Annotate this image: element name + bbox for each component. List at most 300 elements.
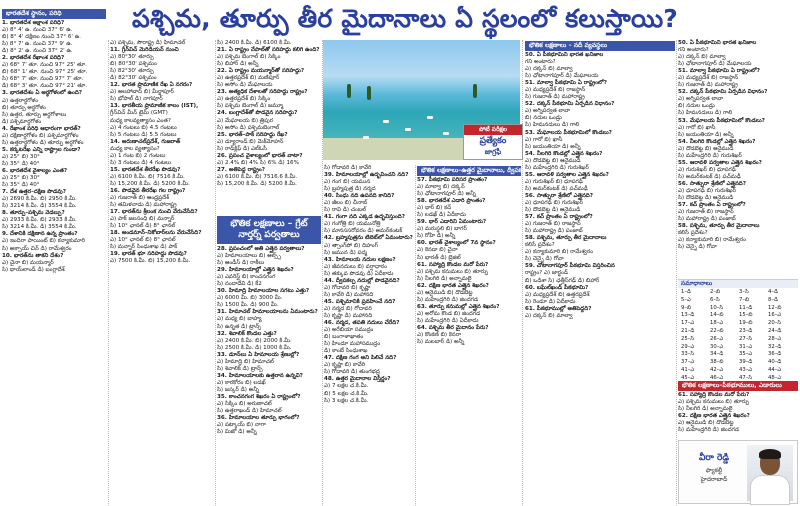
question-text: 19. భారత్ భూ సరిహద్దు పొడవు? bbox=[110, 251, 187, 258]
option-text: బి) తూర్పు అర్ధగోళం bbox=[2, 104, 46, 111]
option-text: ఎ) గురుశిఖర్ బి) ధూపగఢ్ bbox=[525, 178, 583, 185]
option-text: ఎ) అగ్నిపర్వత లావా bbox=[525, 108, 571, 115]
answer-item: 6–సి bbox=[710, 296, 720, 303]
option-text: ఎ) హిమాలయాలు బి) ఆల్ప్స్ bbox=[217, 253, 282, 260]
option-text: ఎ) పశ్చిమ కనుమలు బి) తూర్పు bbox=[417, 268, 489, 275]
question-column-8-list bbox=[678, 392, 798, 434]
option-text: సి) రెండూ డి) ఏదీకాదు bbox=[525, 298, 576, 305]
option-text: ఎ) దక్కన్ బి) మాల్వా bbox=[678, 54, 726, 61]
boat-shape bbox=[383, 120, 389, 123]
question-text: 12. భారత ప్రామాణిక రేఖ ఏ నగరం? bbox=[110, 82, 193, 89]
option-text: ఎ) గుజరాత్ బి) రాజస్థాన్ bbox=[525, 221, 581, 228]
option-text: సి) ఉత్తర, తూర్పు అర్ధగోళాలు bbox=[2, 111, 67, 118]
option-text: ఎ) గోదావరి బి) కృష్ణా bbox=[324, 284, 371, 291]
option-text: సి) గుజరాత్ డి) మహారాష్ట్ర bbox=[678, 82, 738, 89]
answer-item: 32–డి bbox=[768, 343, 782, 350]
question-text: 34. హిమాలయాలకు ఉత్తరాన ఉన్నవి? bbox=[217, 372, 303, 379]
question-column-5-list bbox=[417, 177, 521, 346]
option-text: సి) 3 లక్షల చ.కి.మీ. bbox=[324, 397, 369, 404]
option-text: సి) 10° ఛానల్ డి) 8° ఛానల్ bbox=[110, 223, 176, 230]
option-text: సి) అక్సాయ్ చిన్ డి) రామేశ్వరం bbox=[2, 245, 72, 252]
option-text: సి) 15,200 కి.మీ. డి) 5200 కి.మీ. bbox=[217, 180, 297, 187]
question-text: 44. ద్వీపకల్ప నదుల్లో పొడవైనది? bbox=[324, 277, 400, 284]
answer-item: 40–డి bbox=[768, 359, 782, 366]
answer-item: 4–డి bbox=[768, 289, 778, 295]
option-text: సి) కావేరి డి) మహానది bbox=[324, 291, 374, 298]
question-text: 27. అతిపెద్ద రాష్ట్రం? bbox=[217, 166, 265, 173]
option-text: సి) 2400 కి.మీ. డి) 6100 కి.మీ. bbox=[217, 40, 292, 46]
palm-tree-shape bbox=[473, 84, 477, 98]
author-role: ఫ్యాకల్టీ bbox=[705, 467, 723, 474]
question-text: 33. డూన్‌లు ఏ హిమాలయ శ్రేణుల్లో? bbox=[217, 351, 300, 358]
option-text: ఎ) ధూపగఢ్ బి) గురుశిఖర్ bbox=[678, 187, 736, 194]
option-text: డి) కాంబే సింధుశాఖ bbox=[324, 348, 368, 355]
question-text: 61. పీఠభూముల్లో అతిపెద్దది? bbox=[525, 305, 592, 312]
option-text: సి) హిందూ మహాసముద్రం bbox=[324, 341, 381, 348]
option-text: ఎ) సిక్కిం బి) అరుణాచల్ bbox=[217, 401, 272, 408]
answer-item: 25–సి bbox=[681, 335, 695, 342]
option-text: సి) దొడబెట్ట డి) ఆనైముడి bbox=[525, 207, 581, 214]
question-text: 57. కచ్ ప్రాంతం ఏ రాష్ట్రంలో? bbox=[525, 214, 593, 221]
question-text: 40. సింధు నది ఉపనది కానిది? bbox=[324, 193, 395, 200]
answer-item: 3–సి bbox=[739, 289, 749, 295]
option-text: ఎ) మరుస్థలి బి) బాగర్ bbox=[417, 226, 467, 233]
option-text: ఎ) గంగ బి) యమున bbox=[324, 179, 371, 186]
column-divider bbox=[415, 165, 416, 506]
option-text: సి) అమర్‌కంటక్ డి) పచ్‌మఢీ bbox=[678, 173, 741, 180]
answer-item: 22–బి bbox=[710, 327, 724, 334]
question-text: 60. బఘేల్‌ఖండ్ పీఠభూమి? bbox=[525, 284, 589, 291]
option-text: ఎ) 25° బి) 30° bbox=[2, 175, 40, 182]
answer-item: 33–సి bbox=[681, 351, 695, 358]
option-text: మధ్య కాలవ్యత్యాసం ఎంత? bbox=[110, 117, 171, 124]
option-text: సి) 68° 7' తూ. నుంచి 97° 7' తూ. bbox=[2, 76, 84, 83]
question-text: 54. నీలగిరి కొండల్లో ఎత్తైన శిఖరం? bbox=[678, 138, 756, 145]
answer-item: 10–సి bbox=[710, 304, 724, 311]
question-text: 28. ప్రపంచంలో అతి ఎత్తైన పర్వతాలు? bbox=[217, 246, 305, 252]
answer-item: 24–డి bbox=[768, 327, 782, 334]
section-heading-mountains: భౌతిక లక్షణాలు – గ్రేట్ నార్తర్న్ పర్వతాలు bbox=[217, 216, 321, 244]
option-text: సి) భోపాల్ డి) నాగపూర్ bbox=[110, 96, 163, 103]
column-divider bbox=[676, 40, 677, 506]
option-text: సి) ఆండీస్ డి) రాకీలు bbox=[217, 260, 265, 267]
question-text: 59. చోటానాగపూర్ పీఠభూమి విస్తరించిన bbox=[525, 263, 615, 270]
option-text: సి) 3 గంటలు డి) 4 గంటలు bbox=[110, 159, 172, 166]
option-text: ఎ) మేఘాలయ బి) త్రిపుర bbox=[217, 117, 274, 124]
answer-item: 39–డి bbox=[739, 359, 753, 366]
answers-title: సమాధానాలు bbox=[678, 280, 798, 288]
badge-line-3: జాగ్రఫీ bbox=[484, 148, 502, 156]
answer-item: 18–ఎ bbox=[710, 320, 724, 327]
answer-item: 34–డి bbox=[710, 351, 724, 358]
palm-tree-shape bbox=[367, 86, 371, 100]
answers-box bbox=[678, 279, 798, 381]
option-text: సి) రాడ్‌క్లిఫ్ డి) ఎల్ఓసీ bbox=[217, 145, 268, 152]
option-text: ఎ) 10° ఛానల్ బి) 8° ఛానల్ bbox=[110, 237, 176, 244]
question-text: 50. ఏ పీఠభూమిని భారత ఖనిజాల bbox=[678, 40, 757, 46]
option-text: కలిసే ప్రదేశం? bbox=[525, 242, 555, 249]
option-text: ఎ) జీవనదులు బి) వర్షాధారం bbox=[324, 263, 387, 270]
author-place: హైదరాబాద్ bbox=[700, 476, 728, 483]
option-text: సి) ఛోటానాగపూర్ డి) మేఘాలయ bbox=[678, 61, 752, 68]
option-text: సి) గుజరాత్ డి) మహారాష్ట్ర bbox=[525, 94, 585, 101]
option-text: సి) 8° 7' ఉ. నుంచి 37° 9' ఉ. bbox=[2, 41, 73, 48]
question-column-7 bbox=[678, 40, 798, 276]
option-text: సి) భారత్ డి) బ్రెజిల్ bbox=[417, 254, 461, 261]
answer-item: 21–డి bbox=[681, 327, 695, 334]
answer-item: 38–బి bbox=[710, 359, 724, 366]
option-text: సి) మలబార్ డి) అన్నీ bbox=[417, 339, 465, 346]
option-text: సి) మానససరోవరం డి) అమర్‌కంటక్ bbox=[324, 228, 403, 235]
option-text: ఎ) 2400 కి.మీ. బి) 2000 కి.మీ. bbox=[217, 337, 292, 344]
answer-item: 37–ఎ bbox=[681, 359, 695, 366]
option-text: ఎ) డ్యూరాండ్ బి) మెక్‌మోహన్ bbox=[217, 138, 284, 145]
question-text: 1. భారతదేశ అక్షాంశ పరిధి? bbox=[2, 20, 65, 26]
option-text: ఎ) దక్కన్ బి) మాల్వా bbox=[525, 66, 573, 73]
question-text: 61. సహ్యాద్రి కొండల మరో పేరు? bbox=[417, 261, 489, 268]
answer-item: 44–ఎ bbox=[768, 366, 782, 373]
option-text: మధ్య కాల వ్యత్యాసం? bbox=[110, 145, 160, 152]
option-text: సి) పశ్చిమ బెంగాల్ డి) జమ్మూ bbox=[217, 103, 284, 110]
option-text: ఎ) అలహాబాద్ బి) మీర్జాపూర్ bbox=[110, 89, 174, 96]
option-text: సి) తమిళనాడు డి) మహారాష్ట్ర bbox=[110, 202, 177, 209]
option-text: సి) 5 గంటలు డి) 5.5 గంటలు bbox=[110, 131, 177, 138]
answer-item: 1–డి bbox=[681, 289, 691, 295]
option-text: ఎ) గుజరాత్ బి) రాజస్థాన్ bbox=[678, 209, 734, 216]
option-text: బి) 8° 4' దక్షిణం నుంచి 37° 6' ఉ. bbox=[2, 34, 81, 41]
answer-item: 23–డి bbox=[739, 327, 753, 334]
option-text: ఎ) పశ్చిమ కనుమలు బి) తూర్పు bbox=[678, 399, 750, 406]
option-text: ఎ) ధూపగఢ్ బి) గురుశిఖర్ bbox=[525, 199, 583, 206]
option-text: ఎ) మాల్వా బి) దక్కన్ bbox=[417, 184, 465, 191]
option-text: సి) రావి డి) చంబల్ bbox=[324, 207, 367, 214]
section-heading-plateaus: భౌతిక లక్షణాలు–పీఠభూములు, ఎడారులు bbox=[678, 381, 798, 391]
option-text: ఎ) 68° 7' తూ. నుంచి 97° 25' తూ. bbox=[2, 62, 87, 69]
answer-item: 27–సి bbox=[739, 335, 753, 342]
option-text: ఎ) నర్మద బి) గోదావరి bbox=[324, 305, 372, 312]
column-divider bbox=[522, 40, 523, 506]
option-text: గని అంటారు? bbox=[525, 59, 556, 66]
question-text: 9. దేశానికి దక్షిణాన ఉన్న ప్రాంతం? bbox=[2, 231, 78, 238]
section-heading-location: భారతదేశ స్థానం, పరిధి bbox=[2, 9, 106, 19]
option-text: బి) 5 లక్షల చ.కి.మీ. bbox=[324, 390, 369, 397]
option-text: బి) 68° 1' తూ. నుంచి 97° 25' తూ. bbox=[2, 69, 88, 76]
question-text: 51. మాల్వా పీఠభూమి ఏ రాష్ట్రంలో? bbox=[525, 80, 607, 87]
question-column-2 bbox=[110, 40, 214, 506]
question-text: 5. కర్కటరేఖ ఎన్ని రాష్ట్రాల గుండా? bbox=[2, 146, 81, 153]
option-text: సి) చెన్నై డి) గోవా bbox=[525, 256, 564, 263]
question-text: 53. మేఘాలయ పీఠభూమిలో కొండలు? bbox=[678, 117, 765, 124]
option-text: సి) హిమనదులు డి) గాలి bbox=[678, 110, 733, 117]
answer-item: 12–బి bbox=[768, 304, 782, 311]
option-text: సి) అసోం డి) మేఘాలయ bbox=[217, 82, 273, 89]
question-text: 32. శివాలిక్ కొండల ఎత్తు? bbox=[217, 330, 277, 337]
question-text: 18. అండమాన్–నికోబార్‌లను వేరుచేసేది? bbox=[110, 230, 202, 237]
question-text: 55. ఆరావళి పర్వతాల ఎత్తైన శిఖరం? bbox=[525, 171, 609, 178]
option-text: ఎ) 6100 కి.మీ. బి) 7516 కి.మీ. bbox=[110, 173, 185, 180]
answer-item: 47–సి bbox=[739, 374, 753, 381]
answer-item: 14–బి bbox=[710, 312, 724, 319]
badge-line-2: ప్రత్యేకం bbox=[479, 136, 507, 146]
question-text: 58. పశ్చిమ, తూర్పు తీర మైదానాలు bbox=[525, 235, 607, 242]
option-text: ఎ) గంగోత్రి బి) యమునోత్రి bbox=[324, 221, 381, 228]
option-text: బి) బంగాళాఖాతం bbox=[324, 334, 364, 341]
answer-item: 43–ఎ bbox=[739, 366, 753, 373]
question-text: 22. ఏ రాష్ట్రం మయన్మార్‌తో సరిహద్దు? bbox=[217, 68, 305, 75]
option-text: డి) పశ్చిమార్ధగోళం bbox=[2, 118, 42, 125]
option-text: ఎ) 7 లక్షల చ.కి.మీ. bbox=[324, 383, 369, 390]
question-text: 2. భారతదేశ రేఖాంశ పరిధి? bbox=[2, 55, 65, 62]
question-text: 62. దక్షిణ భారత ఎత్తైన శిఖరం? bbox=[678, 413, 750, 420]
option-text: ఎ) మధ్యప్రదేశ్ బి) రాజస్థాన్ bbox=[678, 75, 739, 82]
option-text: ఎ) మధ్యప్రదేశ్ బి) ఉత్తరప్రదేశ్ bbox=[525, 291, 590, 298]
answer-item: 45–ఎ bbox=[681, 374, 695, 381]
option-text: సి) జయంతియా డి) అన్నీ bbox=[525, 143, 581, 150]
option-text: ఎ) కారకోరం బి) లడఖ్ bbox=[217, 379, 266, 386]
question-text: 41. గంగా నది ఎక్కడ ఉద్భవిస్తుంది? bbox=[324, 214, 405, 221]
question-text: 30. హిమాద్రి హిమాలయాల సగటు ఎత్తు? bbox=[217, 288, 310, 295]
boat-shape bbox=[405, 128, 411, 131]
option-text: సి) 35° డి) 40° bbox=[2, 182, 40, 189]
question-text: 17. భారత్‌ను శ్రీలంక నుంచి వేరుచేసేది? bbox=[110, 209, 198, 216]
option-text: సి) అమర్‌కంటక్ డి) పచ్‌మఢీ bbox=[525, 185, 588, 192]
option-text: సి) బ్రహ్మపుత్ర డి) నర్మద bbox=[324, 186, 376, 193]
section-heading-rivers: భౌతిక లక్షణాలు – నదీ వ్యవస్థలు bbox=[525, 41, 675, 51]
option-text: సి) తక్కువ పొడవు డి) ఏదీకాదు bbox=[324, 270, 394, 277]
option-text: సి) మన్నార్ సింధుశాఖ డి) పాక్ bbox=[110, 244, 178, 251]
option-text: ఎ) చైనా బి) మయన్మార్ bbox=[2, 259, 54, 266]
option-text: ఎ) కొంకణ్ బి) కెనరా bbox=[417, 332, 461, 339]
option-text: ఎ) 6100 కి.మీ. బి) 7516.6 కి.మీ. bbox=[217, 173, 298, 180]
option-text: ఎ) అరేబియా సముద్రం bbox=[324, 327, 374, 334]
option-text: ఎ) పశ్చిమ బెంగాల్ బి) సిక్కిం bbox=[217, 54, 281, 61]
option-text: కలిసే ప్రదేశం? bbox=[678, 230, 708, 237]
question-column-4-list bbox=[324, 165, 414, 405]
question-text: 52. దక్కన్ పీఠభూమి ఏర్పడిన విధానం? bbox=[678, 89, 768, 96]
question-text: 13. భారతీయ ప్రామాణిక కాలం (IST), bbox=[110, 103, 199, 110]
option-text: ఎ) దక్షిణార్ధగోళం బి) పశ్చిమార్ధగోళం bbox=[2, 132, 79, 139]
question-text: 36. హిమాలయాల తూర్పు భాగంలో? bbox=[217, 415, 300, 422]
question-text: 16. పొడవైన తీరరేఖ గల రాష్ట్రం? bbox=[110, 187, 186, 194]
option-text: ఎ) కన్యాకుమారి బి) రామేశ్వరం bbox=[525, 249, 593, 256]
question-text: 29. హిమాలయాల్లో ఎత్తైన శిఖరం? bbox=[217, 267, 294, 274]
question-column-7-list bbox=[678, 40, 798, 251]
option-text: డి) 68° 3' తూ. నుంచి 97° 21' తూ. bbox=[2, 83, 88, 90]
question-text: 35. కాంచనగంగ శిఖరం ఏ రాష్ట్రంలో? bbox=[217, 393, 301, 400]
option-text: ఎ) దొడబెట్ట బి) ఆనైముడి bbox=[525, 157, 581, 164]
option-text: ఎ) 80°30' తూర్పు bbox=[110, 54, 154, 61]
question-text: 62. దక్షిణ భారత ఎత్తైన శిఖరం? bbox=[417, 282, 489, 289]
option-text: సి) ఉత్తరాఖండ్ డి) హిమాచల్ bbox=[217, 408, 282, 415]
option-text: సి) నందాదేవి డి) కే2 bbox=[217, 281, 262, 288]
exam-special-badge bbox=[463, 124, 523, 160]
question-text: 23. అత్యధిక దేశాలతో సరిహద్దు రాష్ట్రం? bbox=[217, 89, 308, 96]
option-text: సి) కృష్ణా డి) మహానది bbox=[324, 312, 373, 319]
answer-item: 7–బి bbox=[739, 296, 750, 303]
answer-item: 17–ఎ bbox=[681, 320, 695, 327]
author-hair-shape bbox=[759, 449, 781, 459]
option-text: ఎ) దొడబెట్ట బి) ఆనైముడి bbox=[678, 145, 734, 152]
option-text: ఎ) గురుశిఖర్ బి) ధూపగఢ్ bbox=[678, 166, 736, 173]
option-text: సి) మహేంద్రగిరి డి) జిందగడ bbox=[678, 427, 740, 434]
question-text: 53. మేఘాలయ పీఠభూమిలో కొండలు? bbox=[525, 129, 612, 136]
question-text: 14. అరుణాచల్‌ప్రదేశ్, గుజరాత్ bbox=[110, 138, 181, 145]
answer-item: 48–ఎ bbox=[768, 374, 782, 381]
option-text: ఎ) ఉత్తరప్రదేశ్ బి) సిక్కిం bbox=[217, 96, 271, 103]
answer-item: 36–డి bbox=[768, 351, 782, 358]
answer-item: 30–ఎ bbox=[710, 343, 724, 350]
answer-item: 46–ఎ bbox=[710, 374, 724, 381]
option-text: గ్రీన్‌విచ్ మీన్ టైమ్ (GMT) bbox=[110, 110, 168, 117]
option-text: రాష్ట్రం? ఎ) జార్ఖండ్ bbox=[525, 270, 568, 277]
answer-item: 29–ఎ bbox=[681, 343, 695, 350]
option-text: ఎ) 4 గంటలు బి) 4.5 గంటలు bbox=[110, 124, 177, 131]
answers-grid bbox=[678, 288, 798, 384]
option-text: సి) నీలగిరి డి) అన్నామలై bbox=[678, 406, 733, 413]
option-text: సి) మహేంద్రగిరి డి) ఏదీకాదు bbox=[417, 317, 479, 324]
option-text: ఎ) ఉత్తరప్రదేశ్ బి) మణిపూర్ bbox=[217, 75, 280, 82]
option-text: ఎ) కన్యాకుమారి బి) రామేశ్వరం bbox=[678, 237, 746, 244]
option-text: ఎ) గుజరాత్ బి) ఆంధ్రప్రదేశ్ bbox=[110, 195, 170, 202]
answer-item: 35–ఎ bbox=[739, 351, 753, 358]
option-text: సి) హిమనదులు డి) గాలి bbox=[525, 122, 580, 129]
option-text: సి) మహేంద్రగిరి డి) గురుశిఖర్ bbox=[678, 152, 742, 159]
badge-line-1: పోటీ పరీక్షల bbox=[464, 125, 522, 135]
question-text: 56. సాత్పురా శ్రేణిలో ఎత్తైనది? bbox=[525, 192, 593, 199]
column-divider bbox=[108, 40, 109, 506]
question-text: 63. తూర్పు కనుమల్లో ఎత్తైన శిఖరం? bbox=[417, 303, 500, 310]
question-text: 21. ఏ రాష్ట్రం నేపాల్‌తో సరిహద్దు కలిగి ఉంది? bbox=[217, 47, 320, 54]
option-text: సి) చెన్నై డి) గోవా bbox=[678, 244, 717, 251]
option-text: సి) అసోం డి) పశ్చిమబెంగాల్ bbox=[217, 124, 280, 131]
option-text: ఎ) 8° 4' ఉ. నుంచి 37° 6' ఉ. bbox=[2, 27, 73, 34]
question-column-3 bbox=[217, 40, 321, 210]
option-text: ఎ) జీలం బి) చీనాబ్ bbox=[324, 200, 368, 207]
option-text: సి) 82°30' తూర్పు bbox=[110, 68, 154, 75]
question-text: 58. పశ్చిమ, తూర్పు తీర మైదానాలు bbox=[678, 223, 760, 230]
answer-item: 26–ఎ bbox=[710, 335, 724, 342]
question-text: 42. బ్రహ్మపుత్రను టిబెట్‌లో ఏమంటారు? bbox=[324, 235, 413, 242]
option-text: సి) జయంతియా డి) అన్నీ bbox=[678, 131, 734, 138]
option-text: ఎ) పాక్ జలసంధి బి) మన్నార్ bbox=[110, 216, 175, 223]
option-text: సి) జస్కర్ డి) అన్నీ bbox=[217, 386, 260, 393]
option-text: ఎ) 1 గంట బి) 2 గంటలు bbox=[110, 152, 166, 159]
question-column-1 bbox=[2, 8, 106, 504]
question-text: 47. దక్షిణ గంగ అని పిలిచే నది? bbox=[324, 355, 397, 362]
question-text: 45. పశ్చిమానికి ప్రవహించే నది? bbox=[324, 298, 396, 305]
option-text: ఎ) కెనడా బి) చైనా bbox=[417, 247, 458, 254]
option-text: ఎ) థార్ బి) కచ్ bbox=[417, 205, 452, 212]
question-text: 43. హిమాలయ నదుల లక్షణం? bbox=[324, 256, 396, 263]
author-name: వీరా రెడ్డి bbox=[699, 453, 729, 463]
option-text: ఎ) ఎవరెస్ట్ బి) కాంచనగంగ bbox=[217, 274, 276, 281]
answer-item: 28–ఎ bbox=[768, 335, 782, 342]
author-shirt-shape bbox=[750, 475, 790, 505]
option-text: ఎ) దక్కన్ బి) మాల్వా bbox=[525, 312, 573, 319]
question-text: 25. భారత్–పాక్ సరిహద్దు రేఖ? bbox=[217, 131, 288, 138]
option-text: సి) మహేంద్రగిరి డి) గురుశిఖర్ bbox=[525, 164, 589, 171]
boat-shape bbox=[443, 132, 449, 135]
option-text: బి) ఒడిశా సి) ఛత్తీస్‌గఢ్ డి) బిహార్ bbox=[525, 277, 600, 284]
question-text: 10. భారత్‌ను తాకని దేశం? bbox=[2, 252, 64, 259]
question-text: 56. సాత్పురా శ్రేణిలో ఎత్తైనది? bbox=[678, 180, 746, 187]
option-text: సి) మిజో డి) అన్నీ bbox=[217, 429, 257, 436]
option-text: సి) దొడబెట్ట డి) ఆనైముడి bbox=[678, 195, 734, 202]
option-text: డి) 82°30' పశ్చిమం bbox=[110, 75, 157, 82]
option-text: సి) లడఖ్ డి) ఏదీకాదు bbox=[417, 212, 466, 219]
question-text: 52. దక్కన్ పీఠభూమి ఏర్పడిన విధానం? bbox=[525, 101, 615, 108]
option-text: సి) ఉత్తరార్ధగోళం డి) తూర్పు అర్ధగోళం bbox=[2, 139, 84, 146]
question-text: 50. ఏ పీఠభూమిని భారత ఖనిజాల bbox=[525, 52, 604, 58]
answer-item: 16–ఎ bbox=[768, 312, 782, 319]
option-text: సి) ఛోటానాగపూర్ డి) మేఘాలయ bbox=[525, 73, 599, 80]
question-text: 24. బంగ్లాదేశ్‌తో పొడవైన సరిహద్దు? bbox=[217, 110, 298, 117]
question-text: 54. నీలగిరి కొండల్లో ఎత్తైన శిఖరం? bbox=[525, 150, 603, 157]
answer-item: 20–సి bbox=[768, 320, 782, 327]
option-text: సి) 3214 కి.మీ. డి) 3554 కి.మీ. bbox=[2, 203, 77, 210]
palm-tree-shape bbox=[347, 84, 351, 98]
answer-item: 9–బి bbox=[681, 304, 692, 311]
option-text: ఎ) గారో బి) ఖాసీ bbox=[678, 124, 716, 131]
question-column-4 bbox=[324, 165, 414, 506]
question-text: 8. తూర్పు–పశ్చిమ వెడల్పు? bbox=[2, 210, 65, 217]
option-text: సి) శివాలిక్ డి) ట్రాన్స్ bbox=[217, 365, 263, 372]
option-text: బి) నదుల ఒండ్రు bbox=[678, 103, 715, 110]
question-text: 48. ఉత్తర మైదానాల విస్తీర్ణం? bbox=[324, 376, 391, 383]
option-text: ఎ) ఆనైముడి బి) దొడబెట్ట bbox=[417, 289, 473, 296]
option-text: సి) గోదావరి డి) తుంగభద్ర bbox=[324, 369, 380, 376]
author-box bbox=[678, 440, 798, 504]
plateau-section bbox=[678, 380, 798, 438]
answer-item: 2–బి bbox=[710, 289, 721, 295]
question-text: 3. భారతదేశం ఏ అర్ధగోళంలో ఉంది? bbox=[2, 90, 83, 97]
option-text: ఎ) 25° బి) 30° bbox=[2, 153, 40, 160]
answer-item: 42–ఎ bbox=[710, 366, 724, 373]
option-text: ఎ) 6000 మీ. బి) 3000 మీ. bbox=[217, 295, 283, 302]
option-text: ఎ) ఇందిరా పాయింట్ బి) కన్యాకుమారి bbox=[2, 238, 85, 245]
option-text: బి) 80°30' పశ్చిమం bbox=[110, 61, 157, 68]
option-text: సి) 3214 కి.మీ. డి) 3554 కి.మీ. bbox=[2, 224, 77, 231]
question-text: 55. ఆరావళి పర్వతాల ఎత్తైన శిఖరం? bbox=[678, 159, 762, 166]
column-divider bbox=[215, 40, 216, 506]
question-text: 51. మాల్వా పీఠభూమి ఏ రాష్ట్రంలో? bbox=[678, 68, 760, 75]
question-text: 6. భారతదేశ వైశాల్యం ఎంత? bbox=[2, 167, 68, 174]
option-text: సి) 15,200 కి.మీ. డి) 5200 కి.మీ. bbox=[110, 180, 190, 187]
option-text: సి) గోదావరి డి) కావేరి bbox=[324, 165, 372, 171]
option-text: ఎ) ఆనైముడి బి) దొడబెట్ట bbox=[678, 420, 734, 427]
option-text: గని అంటారు? bbox=[678, 47, 709, 54]
option-text: ఎ) అగ్నిపర్వత లావా bbox=[678, 96, 724, 103]
page-headline: పశ్చిమ, తూర్పు తీర మైదానాలు ఏ స్థలంలో కలుస్తాయి? bbox=[132, 4, 678, 33]
option-text: ఎ) పశ్చిమ, సౌరాష్ట్ర డి) హిమాచల్ bbox=[110, 40, 186, 46]
question-text: 46. నర్మద, తపతి నదులు చేరేది? bbox=[324, 320, 400, 327]
option-text: ఎ) అరోమ కొండ బి) జిందగడ bbox=[417, 310, 481, 317]
option-text: సి) ఉన్నత డి) ట్రాన్స్ bbox=[217, 323, 262, 330]
option-text: సి) 1500 మీ. డి) 900 మీ. bbox=[217, 302, 279, 309]
option-text: సి) నీలగిరి డి) అన్నామలై bbox=[417, 275, 472, 282]
option-text: డి) 8° 2' ఉ. నుంచి 37° 2' ఉ. bbox=[2, 48, 73, 55]
option-text: సి) మహారాష్ట్ర డి) పంజాబ్ bbox=[525, 228, 583, 235]
option-text: ఎ) త్సాంగ్‌పో బి) దిహంగ్ bbox=[324, 242, 378, 249]
question-text: 58. భారతదేశ ఎడారి ప్రాంతం? bbox=[417, 198, 486, 205]
option-text: సి) 35° డి) 40° bbox=[2, 160, 40, 167]
option-text: ఎ) పట్కాయ్ బి) నాగా bbox=[217, 422, 266, 429]
option-text: ఎ) హిమాద్రి బి) హిమాచల్ bbox=[217, 358, 274, 365]
answer-item: 13–డి bbox=[681, 312, 695, 319]
question-text: 64. పశ్చిమ తీర మైదానం పేరు? bbox=[417, 324, 489, 331]
option-text: బి) నదుల ఒండ్రు bbox=[525, 115, 562, 122]
question-text: 57. కచ్ ప్రాంతం ఏ రాష్ట్రంలో? bbox=[678, 202, 746, 209]
